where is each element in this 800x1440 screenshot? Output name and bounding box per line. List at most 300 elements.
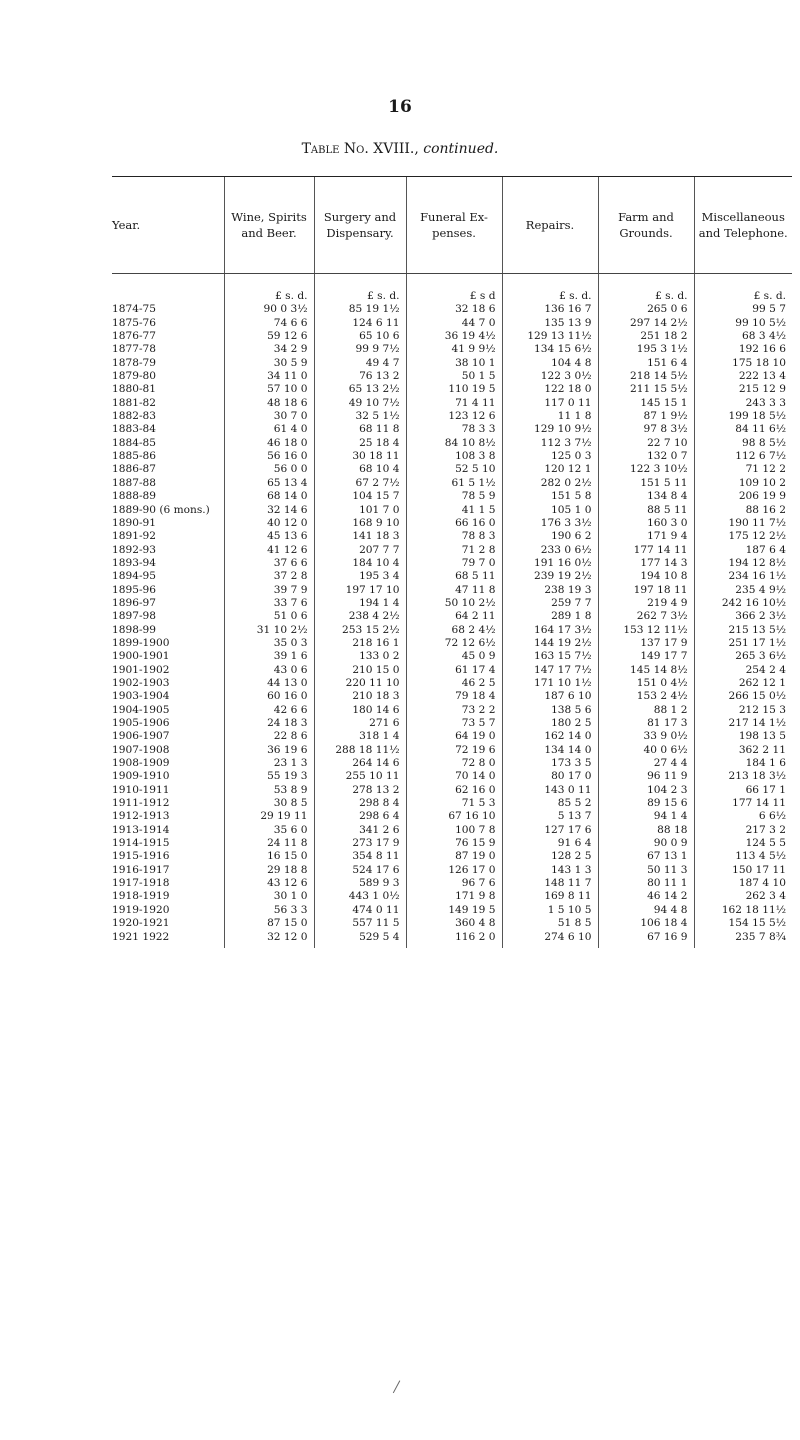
amount-cell: 243 3 3 [694, 397, 792, 410]
amount-cell: 138 5 6 [502, 704, 598, 717]
table-row [112, 864, 792, 877]
amount-cell: 101 7 0 [314, 504, 406, 517]
amount-cell: 180 14 6 [314, 704, 406, 717]
amount-cell: 211 15 5½ [598, 383, 694, 396]
amount-cell: 134 15 6½ [502, 343, 598, 356]
year-cell: 1904-1905 [112, 703, 170, 716]
column-header-line1: Funeral Ex- [420, 210, 488, 224]
amount-cell: 264 14 6 [314, 757, 406, 770]
amount-cell: 253 15 2½ [314, 624, 406, 637]
amount-cell: 117 0 11 [502, 397, 598, 410]
amount-cell: 32 14 6 [224, 504, 314, 517]
table-row [112, 570, 792, 583]
year-cell: 1874-75 [112, 303, 157, 316]
column-header-line1: Miscellaneous [701, 210, 785, 224]
amount-cell: 37 2 8 [224, 570, 314, 583]
year-cell: 1887-88 [112, 476, 157, 489]
table-row [112, 637, 792, 650]
amount-cell: 153 12 11½ [598, 624, 694, 637]
amount-cell: 154 15 5½ [694, 917, 792, 930]
amount-cell: 68 3 4½ [694, 330, 792, 343]
amount-cell: 124 5 5 [694, 837, 792, 850]
amount-cell: 254 2 4 [694, 664, 792, 677]
amount-cell: 215 13 5½ [694, 624, 792, 637]
amount-cell: 187 6 10 [502, 690, 598, 703]
amount-cell: 127 17 6 [502, 824, 598, 837]
column-header-line1: Repairs. [525, 218, 575, 232]
amount-cell: 56 3 3 [224, 904, 314, 917]
amount-cell: 210 15 0 [314, 664, 406, 677]
amount-cell: 78 5 9 [406, 490, 502, 503]
amount-cell: 46 18 0 [224, 437, 314, 450]
header-row [112, 177, 792, 274]
amount-cell: 30 8 5 [224, 797, 314, 810]
amount-cell: 79 7 0 [406, 557, 502, 570]
amount-cell: 354 8 11 [314, 850, 406, 863]
amount-cell: 78 3 3 [406, 423, 502, 436]
amount-cell: 207 7 7 [314, 544, 406, 557]
amount-cell: 238 19 3 [502, 584, 598, 597]
amount-cell: 100 7 8 [406, 824, 502, 837]
amount-cell: 215 12 9 [694, 383, 792, 396]
table-row [112, 557, 792, 570]
amount-cell: 94 1 4 [598, 810, 694, 823]
amount-cell: 217 14 1½ [694, 717, 792, 730]
amount-cell: 195 3 1½ [598, 343, 694, 356]
amount-cell: 1 5 10 5 [502, 904, 598, 917]
page-number: 16 [388, 97, 412, 117]
amount-cell: 41 9 9½ [406, 343, 502, 356]
column-header-line2: Grounds. [619, 226, 673, 240]
table-row [112, 504, 792, 517]
column-header-line2: and Beer. [241, 226, 297, 240]
table-row [112, 784, 792, 797]
year-cell: 1890-91 [112, 516, 157, 529]
amount-cell: 72 12 6½ [406, 637, 502, 650]
amount-cell: 11 1 8 [502, 410, 598, 423]
unit-cell [112, 274, 224, 304]
amount-cell: 123 12 6 [406, 410, 502, 423]
amount-cell: 175 18 10 [694, 357, 792, 370]
year-cell: 1892-93 [112, 543, 157, 556]
amount-cell: 68 10 4 [314, 463, 406, 476]
amount-cell: 184 1 6 [694, 757, 792, 770]
year-cell: 1891-92 [112, 530, 157, 543]
amount-cell: 206 19 9 [694, 490, 792, 503]
amount-cell: 150 17 11 [694, 864, 792, 877]
amount-cell: 234 16 1½ [694, 570, 792, 583]
year-cell: 1911-1912 [112, 797, 170, 810]
amount-cell: 151 0 4½ [598, 677, 694, 690]
table-row [112, 317, 792, 330]
amount-cell: 143 1 3 [502, 864, 598, 877]
amount-cell: 262 3 4 [694, 890, 792, 903]
amount-cell: 171 9 4 [598, 530, 694, 543]
amount-cell: 29 18 8 [224, 864, 314, 877]
column-header [502, 177, 598, 274]
amount-cell: 79 18 4 [406, 690, 502, 703]
year-cell: 1889-90 (6 mons.) [112, 503, 210, 516]
amount-cell: 96 7 6 [406, 877, 502, 890]
amount-cell: 180 2 5 [502, 717, 598, 730]
year-cell: 1881-82 [112, 396, 157, 409]
amount-cell: 187 4 10 [694, 877, 792, 890]
amount-cell: 94 4 8 [598, 904, 694, 917]
table-row [112, 744, 792, 757]
stray-pen-mark [393, 1380, 401, 1393]
amount-cell: 53 8 9 [224, 784, 314, 797]
amount-cell: 24 18 3 [224, 717, 314, 730]
amount-cell: 39 1 6 [224, 650, 314, 663]
year-cell: 1895-96 [112, 583, 157, 596]
amount-cell: 87 1 9½ [598, 410, 694, 423]
amount-cell: 259 7 7 [502, 597, 598, 610]
table-row [112, 584, 792, 597]
amount-cell: 88 5 11 [598, 504, 694, 517]
amount-cell: 88 1 2 [598, 704, 694, 717]
amount-cell: 168 9 10 [314, 517, 406, 530]
amount-cell: 233 0 6½ [502, 544, 598, 557]
table-title [0, 141, 800, 157]
amount-cell: 68 11 8 [314, 423, 406, 436]
amount-cell: 50 1 5 [406, 370, 502, 383]
amount-cell: 153 2 4½ [598, 690, 694, 703]
amount-cell: 65 13 2½ [314, 383, 406, 396]
column-header-line1: Surgery and [323, 210, 397, 224]
amount-cell: 113 4 5½ [694, 850, 792, 863]
amount-cell: 43 12 6 [224, 877, 314, 890]
unit-cell: £ s. d. [694, 274, 792, 304]
amount-cell: 210 18 3 [314, 690, 406, 703]
amount-cell: 59 12 6 [224, 330, 314, 343]
table-row [112, 437, 792, 450]
table-row [112, 624, 792, 637]
amount-cell: 35 0 3 [224, 637, 314, 650]
amount-cell: 64 19 0 [406, 730, 502, 743]
table-row [112, 850, 792, 863]
year-cell: 1884-85 [112, 436, 157, 449]
amount-cell: 136 16 7 [502, 303, 598, 316]
year-cell: 1903-1904 [112, 690, 170, 703]
amount-cell: 197 18 11 [598, 584, 694, 597]
amount-cell: 61 17 4 [406, 664, 502, 677]
year-cell: 1902-1903 [112, 676, 170, 689]
amount-cell: 105 1 0 [502, 504, 598, 517]
table-row [112, 890, 792, 903]
amount-cell: 122 18 0 [502, 383, 598, 396]
table-row [112, 477, 792, 490]
column-header-line1: Year. [112, 218, 141, 232]
amount-cell: 22 8 6 [224, 730, 314, 743]
column-header [112, 177, 224, 274]
amount-cell: 163 15 7½ [502, 650, 598, 663]
amount-cell: 265 0 6 [598, 303, 694, 316]
table-row [112, 597, 792, 610]
amount-cell: 190 6 2 [502, 530, 598, 543]
year-cell: 1875-76 [112, 316, 157, 329]
table-row [112, 917, 792, 930]
amount-cell: 71 5 3 [406, 797, 502, 810]
table-row [112, 810, 792, 823]
amount-cell: 68 14 0 [224, 490, 314, 503]
amount-cell: 341 2 6 [314, 824, 406, 837]
table-row [112, 357, 792, 370]
amount-cell: 97 8 3½ [598, 423, 694, 436]
table-row [112, 717, 792, 730]
amount-cell: 251 18 2 [598, 330, 694, 343]
amount-cell: 177 14 3 [598, 557, 694, 570]
amount-cell: 71 2 8 [406, 544, 502, 557]
amount-cell: 524 17 6 [314, 864, 406, 877]
amount-cell: 88 16 2 [694, 504, 792, 517]
year-cell: 1914-1915 [112, 837, 170, 850]
amount-cell: 217 3 2 [694, 824, 792, 837]
amount-cell: 191 16 0½ [502, 557, 598, 570]
amount-cell: 85 5 2 [502, 797, 598, 810]
amount-cell: 76 15 9 [406, 837, 502, 850]
year-cell: 1913-1914 [112, 823, 170, 836]
amount-cell: 162 14 0 [502, 730, 598, 743]
currency-units-row [112, 274, 792, 304]
amount-cell: 122 3 0½ [502, 370, 598, 383]
amount-cell: 87 19 0 [406, 850, 502, 863]
amount-cell: 289 1 8 [502, 610, 598, 623]
amount-cell: 135 13 9 [502, 317, 598, 330]
amount-cell: 129 10 9½ [502, 423, 598, 436]
year-cell: 1908-1909 [112, 757, 170, 770]
year-cell: 1920-1921 [112, 917, 170, 930]
table-row [112, 383, 792, 396]
amount-cell: 104 4 8 [502, 357, 598, 370]
amount-cell: 50 10 2½ [406, 597, 502, 610]
amount-cell: 239 19 2½ [502, 570, 598, 583]
amount-cell: 147 17 7½ [502, 664, 598, 677]
column-header [224, 177, 314, 274]
amount-cell: 64 2 11 [406, 610, 502, 623]
year-cell: 1912-1913 [112, 810, 170, 823]
amount-cell: 40 12 0 [224, 517, 314, 530]
amount-cell: 85 19 1½ [314, 303, 406, 316]
amount-cell: 67 16 10 [406, 810, 502, 823]
amount-cell: 99 9 7½ [314, 343, 406, 356]
amount-cell: 273 17 9 [314, 837, 406, 850]
amount-cell: 238 4 2½ [314, 610, 406, 623]
amount-cell: 199 18 5½ [694, 410, 792, 423]
year-cell: 1901-1902 [112, 663, 170, 676]
year-cell: 1886-87 [112, 463, 157, 476]
column-header-line2: Dispensary. [326, 226, 394, 240]
amount-cell: 62 16 0 [406, 784, 502, 797]
column-header-line1: Wine, Spirits [231, 210, 307, 224]
amount-cell: 32 18 6 [406, 303, 502, 316]
amount-cell: 99 5 7 [694, 303, 792, 316]
amount-cell: 41 1 5 [406, 504, 502, 517]
unit-cell: £ s. d. [314, 274, 406, 304]
amount-cell: 298 8 4 [314, 797, 406, 810]
amount-cell: 149 19 5 [406, 904, 502, 917]
amount-cell: 160 3 0 [598, 517, 694, 530]
table-row [112, 463, 792, 476]
table-row [112, 904, 792, 917]
amount-cell: 132 0 7 [598, 450, 694, 463]
year-cell: 1905-1906 [112, 717, 170, 729]
amount-cell: 76 13 2 [314, 370, 406, 383]
amount-cell: 32 12 0 [224, 931, 314, 948]
amount-cell: 51 8 5 [502, 917, 598, 930]
amount-cell: 74 6 6 [224, 317, 314, 330]
amount-cell: 278 13 2 [314, 784, 406, 797]
amount-cell: 90 0 3½ [224, 303, 314, 316]
amount-cell: 173 3 5 [502, 757, 598, 770]
column-header [598, 177, 694, 274]
amount-cell: 78 8 3 [406, 530, 502, 543]
amount-cell: 66 17 1 [694, 784, 792, 797]
amount-cell: 126 17 0 [406, 864, 502, 877]
column-header-line2: and Telephone. [698, 226, 788, 240]
amount-cell: 557 11 5 [314, 917, 406, 930]
amount-cell: 35 6 0 [224, 824, 314, 837]
amount-cell: 48 18 6 [224, 397, 314, 410]
amount-cell: 151 5 11 [598, 477, 694, 490]
amount-cell: 212 15 3 [694, 704, 792, 717]
amount-cell: 282 0 2½ [502, 477, 598, 490]
table-row [112, 397, 792, 410]
year-cell: 1896-97 [112, 596, 157, 609]
amount-cell: 108 3 8 [406, 450, 502, 463]
amount-cell: 90 0 9 [598, 837, 694, 850]
amount-cell: 52 5 10 [406, 463, 502, 476]
amount-cell: 184 10 4 [314, 557, 406, 570]
amount-cell: 56 0 0 [224, 463, 314, 476]
amount-cell: 218 16 1 [314, 637, 406, 650]
amount-cell: 195 3 4 [314, 570, 406, 583]
table-body [112, 274, 792, 948]
amount-cell: 197 17 10 [314, 584, 406, 597]
amount-cell: 104 2 3 [598, 784, 694, 797]
amount-cell: 177 14 11 [694, 797, 792, 810]
amount-cell: 34 2 9 [224, 343, 314, 356]
amount-cell: 81 17 3 [598, 717, 694, 730]
amount-cell: 145 15 1 [598, 397, 694, 410]
amount-cell: 96 11 9 [598, 770, 694, 783]
amount-cell: 65 13 4 [224, 477, 314, 490]
year-cell: 1910-1911 [112, 783, 170, 796]
table-row [112, 824, 792, 837]
amount-cell: 72 8 0 [406, 757, 502, 770]
table-row [112, 931, 792, 948]
year-cell: 1916-1917 [112, 863, 170, 876]
amount-cell: 49 10 7½ [314, 397, 406, 410]
table-row [112, 530, 792, 543]
amount-cell: 80 17 0 [502, 770, 598, 783]
amount-cell: 36 19 6 [224, 744, 314, 757]
amount-cell: 274 6 10 [502, 931, 598, 948]
year-cell: 1878-79 [112, 356, 157, 369]
amount-cell: 42 6 6 [224, 704, 314, 717]
unit-cell: £ s. d. [598, 274, 694, 304]
amount-cell: 251 17 1½ [694, 637, 792, 650]
amount-cell: 149 17 7 [598, 650, 694, 663]
table-row [112, 650, 792, 663]
unit-cell: £ s. d. [502, 274, 598, 304]
year-cell: 1893-94 [112, 556, 157, 569]
amount-cell: 288 18 11½ [314, 744, 406, 757]
amount-cell: 141 18 3 [314, 530, 406, 543]
amount-cell: 38 10 1 [406, 357, 502, 370]
amount-cell: 43 0 6 [224, 664, 314, 677]
amount-cell: 31 10 2½ [224, 624, 314, 637]
amount-cell: 192 16 6 [694, 343, 792, 356]
amount-cell: 122 3 10½ [598, 463, 694, 476]
amount-cell: 84 10 8½ [406, 437, 502, 450]
table-row [112, 490, 792, 503]
amount-cell: 40 0 6½ [598, 744, 694, 757]
amount-cell: 220 11 10 [314, 677, 406, 690]
table-title-suffix: continued. [423, 141, 499, 157]
amount-cell: 162 18 11½ [694, 904, 792, 917]
amount-cell: 143 0 11 [502, 784, 598, 797]
table-row [112, 677, 792, 690]
amount-cell: 68 2 4½ [406, 624, 502, 637]
amount-cell: 164 17 3½ [502, 624, 598, 637]
table-row [112, 757, 792, 770]
amount-cell: 6 6½ [694, 810, 792, 823]
amount-cell: 67 2 7½ [314, 477, 406, 490]
amount-cell: 91 6 4 [502, 837, 598, 850]
amount-cell: 151 6 4 [598, 357, 694, 370]
amount-cell: 73 5 7 [406, 717, 502, 730]
amount-cell: 262 7 3½ [598, 610, 694, 623]
table-row [112, 330, 792, 343]
table-row [112, 303, 792, 316]
amount-cell: 187 6 4 [694, 544, 792, 557]
year-cell: 1880-81 [112, 383, 157, 396]
amount-cell: 222 13 4 [694, 370, 792, 383]
amount-cell: 194 10 8 [598, 570, 694, 583]
amount-cell: 194 12 8½ [694, 557, 792, 570]
year-cell: 1898-99 [112, 623, 157, 636]
amount-cell: 44 13 0 [224, 677, 314, 690]
year-cell: 1906-1907 [112, 730, 170, 743]
amount-cell: 171 9 8 [406, 890, 502, 903]
year-cell: 1879-80 [112, 370, 157, 383]
year-cell: 1897-98 [112, 610, 157, 623]
amount-cell: 218 14 5½ [598, 370, 694, 383]
amount-cell: 72 19 6 [406, 744, 502, 757]
amount-cell: 32 5 1½ [314, 410, 406, 423]
amount-cell: 125 0 3 [502, 450, 598, 463]
amount-cell: 24 11 8 [224, 837, 314, 850]
amount-cell: 60 16 0 [224, 690, 314, 703]
amount-cell: 30 18 11 [314, 450, 406, 463]
amount-cell: 116 2 0 [406, 931, 502, 948]
amount-cell: 16 15 0 [224, 850, 314, 863]
amount-cell: 44 7 0 [406, 317, 502, 330]
amount-cell: 124 6 11 [314, 317, 406, 330]
amount-cell: 176 3 3½ [502, 517, 598, 530]
unit-cell: £ s. d. [224, 274, 314, 304]
table-row [112, 797, 792, 810]
amount-cell: 271 6 [314, 717, 406, 730]
amount-cell: 194 1 4 [314, 597, 406, 610]
year-cell: 1915-1916 [112, 850, 170, 863]
amount-cell: 175 12 2½ [694, 530, 792, 543]
amount-cell: 262 12 1 [694, 677, 792, 690]
amount-cell: 235 7 8¾ [694, 931, 792, 948]
amount-cell: 242 16 10½ [694, 597, 792, 610]
amount-cell: 145 14 8½ [598, 664, 694, 677]
amount-cell: 112 3 7½ [502, 437, 598, 450]
